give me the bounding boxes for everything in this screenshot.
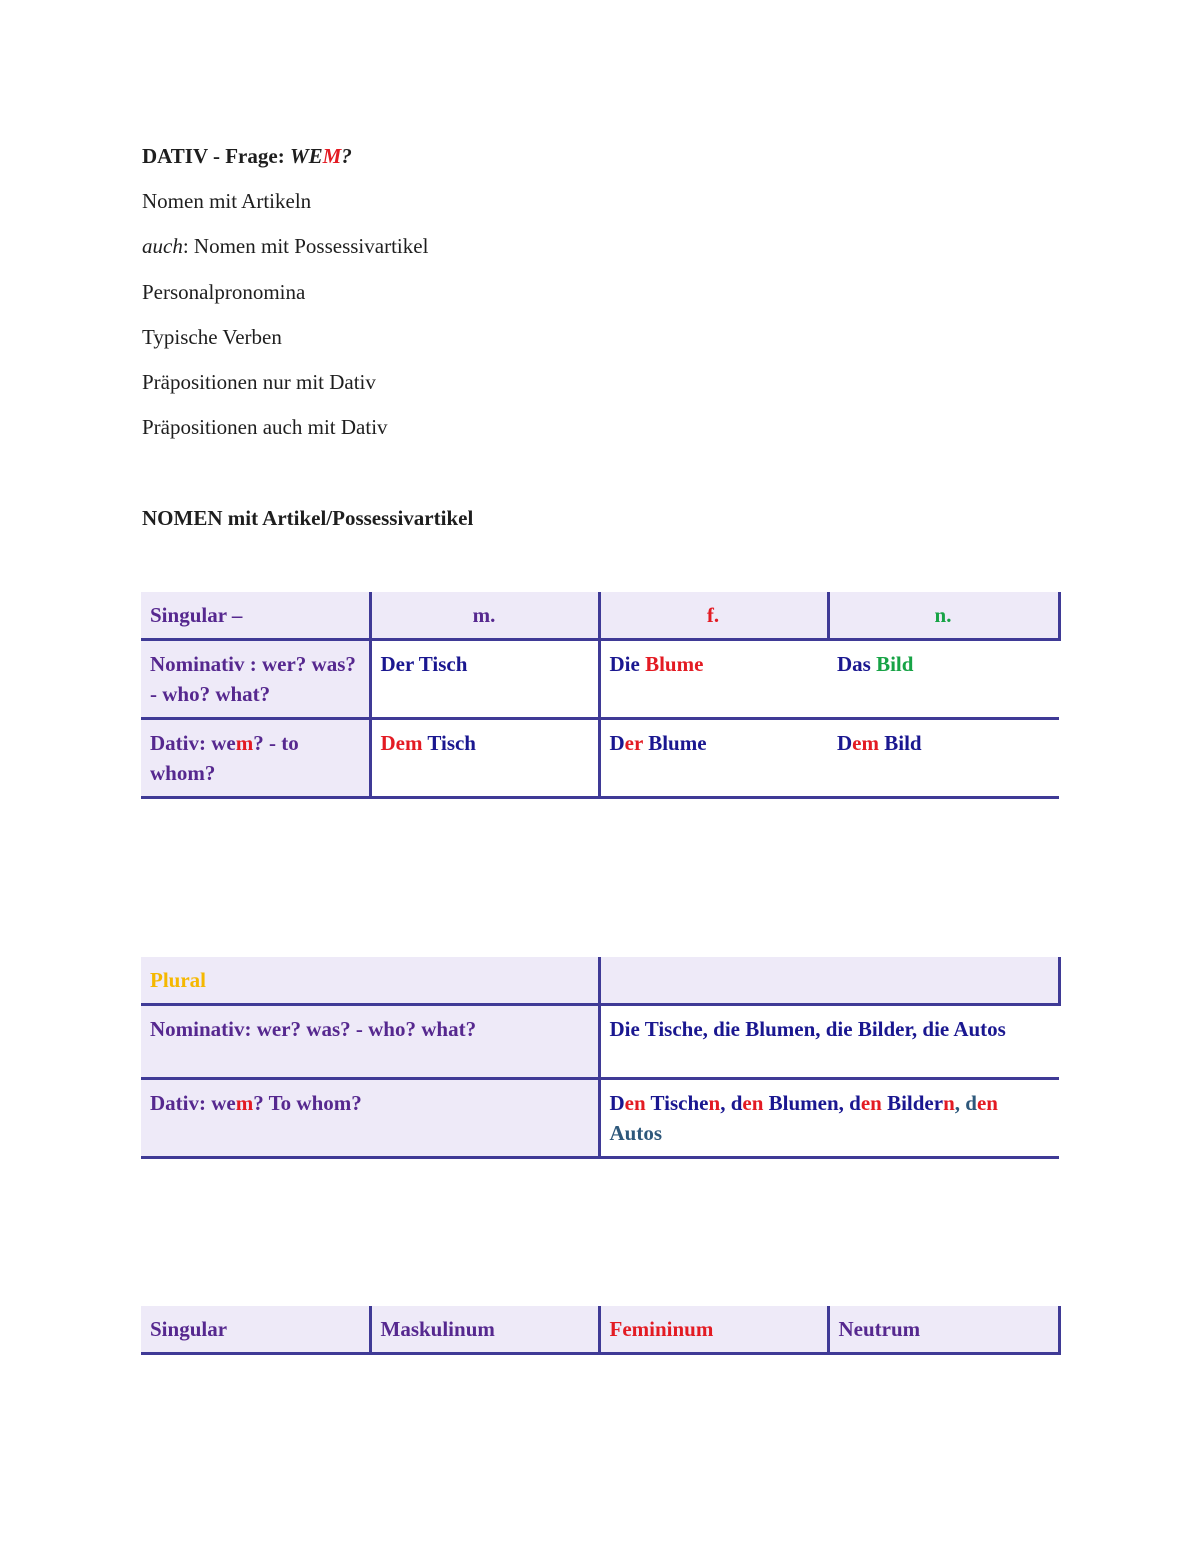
row-label: Dativ: wem? - to whom? bbox=[141, 719, 370, 798]
table-cell: Den Tischen, den Blumen, den Bildern, den Autos bbox=[599, 1079, 1059, 1158]
table-cell: Das Bild bbox=[828, 640, 1059, 719]
table-cell: Dem Bild bbox=[828, 719, 1059, 798]
plural-table bbox=[141, 957, 1061, 1159]
table-cell: Der Tisch bbox=[370, 640, 599, 719]
title-question-part: WE bbox=[289, 144, 323, 168]
row-label: Nominativ : wer? was? - who? what? bbox=[141, 640, 370, 719]
table-cell: Der Blume bbox=[599, 719, 828, 798]
gender-table bbox=[141, 1306, 1061, 1355]
table-row bbox=[141, 1079, 1059, 1158]
list-item: Typische Verben bbox=[142, 325, 282, 349]
list-item: Präpositionen auch mit Dativ bbox=[142, 415, 388, 439]
header-cell: Singular – bbox=[141, 592, 370, 640]
table-cell: Dem Tisch bbox=[370, 719, 599, 798]
section-title: NOMEN mit Artikel/Possessivartikel bbox=[142, 506, 474, 530]
header-cell: m. bbox=[370, 592, 599, 640]
header-cell: Neutrum bbox=[828, 1306, 1059, 1354]
table-row bbox=[141, 719, 1059, 798]
header-cell: n. bbox=[828, 592, 1059, 640]
header-cell: Maskulinum bbox=[370, 1306, 599, 1354]
header-cell: Femininum bbox=[599, 1306, 828, 1354]
title-prefix: DATIV - Frage: bbox=[142, 144, 290, 168]
list-item: Präpositionen nur mit Dativ bbox=[142, 370, 376, 394]
list-item: Personalpronomina bbox=[142, 280, 306, 304]
table-header-row bbox=[141, 592, 1059, 640]
list-item: auch: Nomen mit Possessivartikel bbox=[142, 234, 429, 258]
list-item-italic: auch bbox=[142, 234, 183, 258]
header-cell: f. bbox=[599, 592, 828, 640]
header-cell: Singular bbox=[141, 1306, 370, 1354]
row-label: Nominativ: wer? was? - who? what? bbox=[141, 1005, 599, 1079]
table-header-row bbox=[141, 957, 1059, 1005]
table-row bbox=[141, 1005, 1059, 1079]
title-question-highlight: M bbox=[322, 144, 342, 168]
header-cell bbox=[599, 957, 1059, 1005]
table-row bbox=[141, 640, 1059, 719]
list-item: Nomen mit Artikeln bbox=[142, 189, 312, 213]
page-title bbox=[142, 143, 352, 169]
table-header-row bbox=[141, 1306, 1059, 1354]
title-question-mark: ? bbox=[341, 144, 352, 168]
singular-table bbox=[141, 592, 1061, 799]
table-cell: Die Tische, die Blumen, die Bilder, die Autos bbox=[599, 1005, 1059, 1079]
table-cell: Die Blume bbox=[599, 640, 828, 719]
row-label: Dativ: wem? To whom? bbox=[141, 1079, 599, 1158]
header-cell: Plural bbox=[141, 957, 599, 1005]
